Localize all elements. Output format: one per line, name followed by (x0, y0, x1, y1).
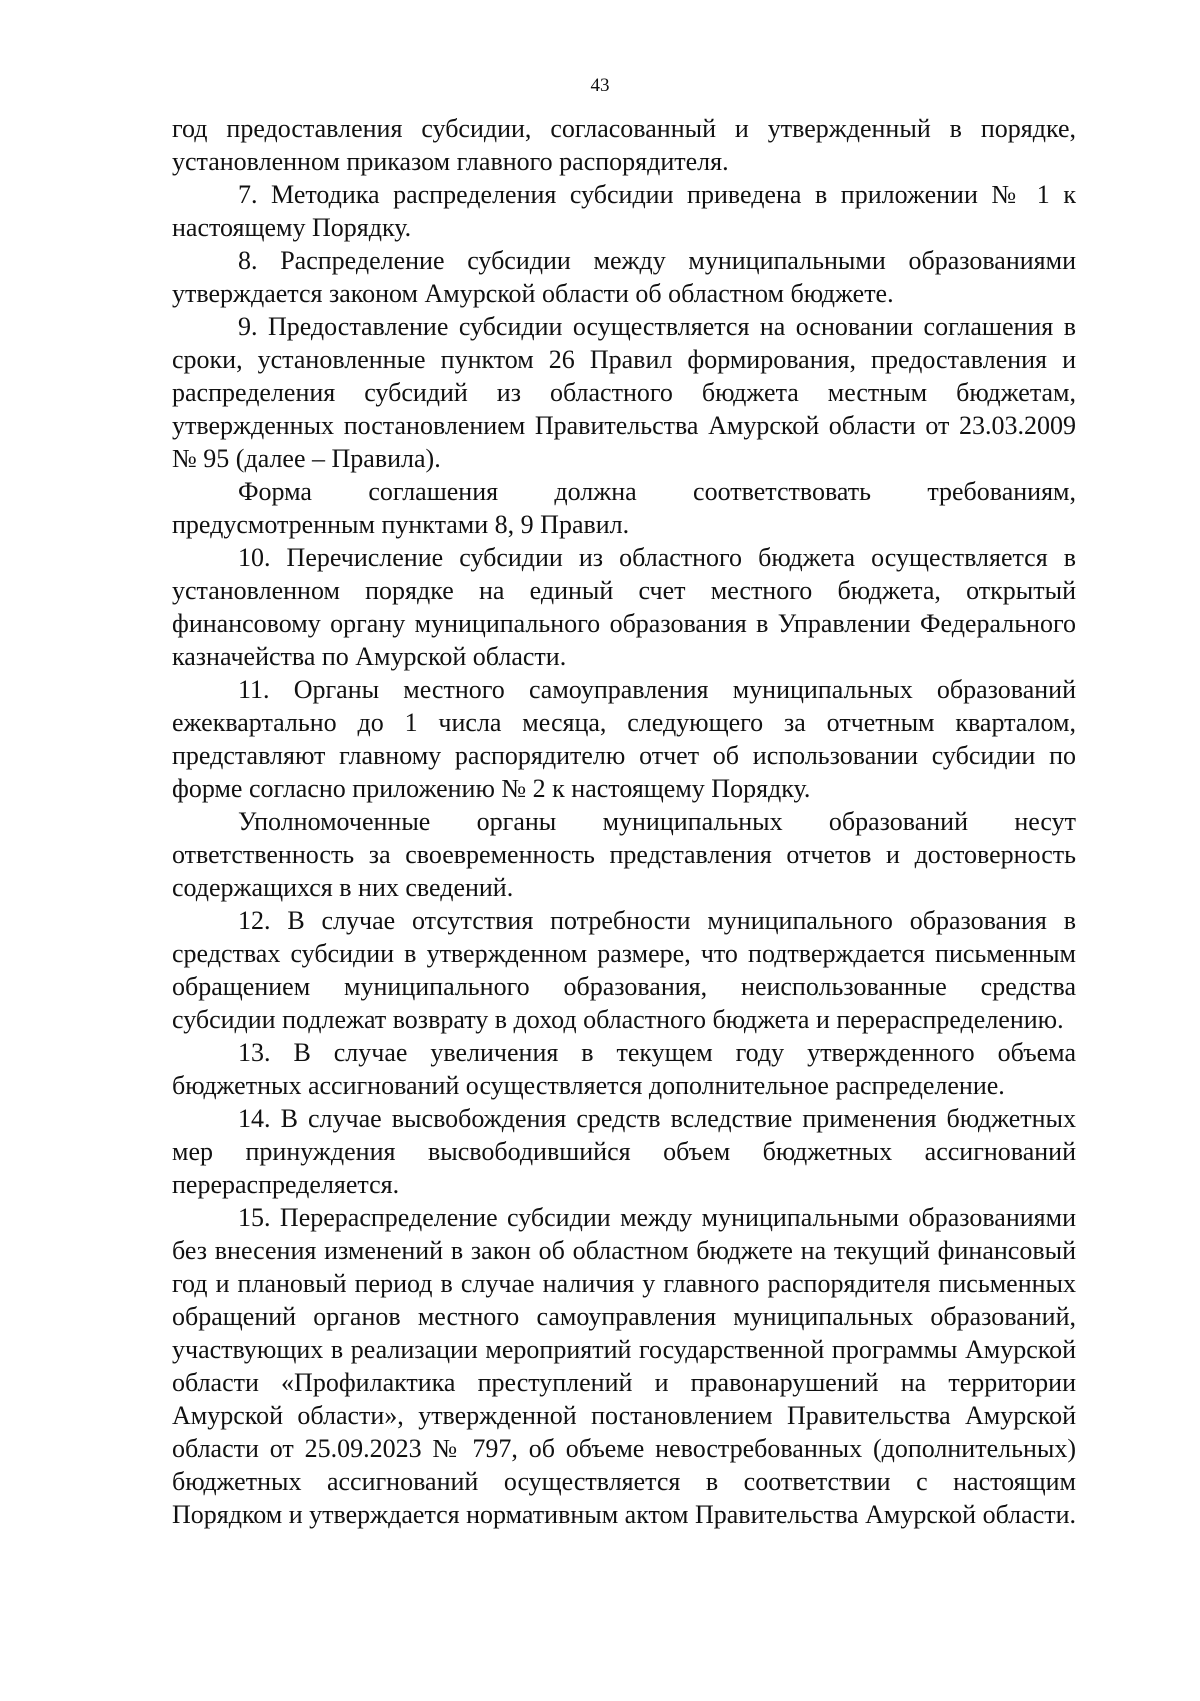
paragraph-item-12: 12. В случае отсутствия потребности муниципального образования в средствах субсидии в утвержденном размере, что подтверждается письменным обращением муниципального образования, неиспользованные средства субсидии подлежат возврату в доход областного бюджета и перераспределению. (172, 906, 1076, 1034)
paragraph-item-8: 8. Распределение субсидии между муниципальными образованиями утверждается законом Амурской области об областном бюджете. (172, 246, 1076, 308)
paragraph-item-10: 10. Перечисление субсидии из областного бюджета осуществляется в установленном порядке на единый счет местного бюджета, открытый финансовому органу муниципального образования в Управлении Федерального казначейства по Амурской области. (172, 543, 1076, 671)
paragraph-item-15: 15. Перераспределение субсидии между муниципальными образованиями без внесения изменений в закон об областном бюджете на текущий финансовый год и плановый период в случае наличия у главного распорядителя письменных обращений органов местного самоуправления муниципальных образований, участвующих в реализации мероприятий государственной программы Амурской области «Профилактика преступлений и правонарушений на территории Амурской области», утвержденной постановлением Правительства Амурской области от 25.09.2023 № 797, об объеме невостребованных (дополнительных) бюджетных ассигнований осуществляется в соответствии с настоящим Порядком и утверждается нормативным актом Правительства Амурской области. (172, 1203, 1077, 1529)
paragraph-item-7: 7. Методика распределения субсидии приведена в приложении № 1 к настоящему Порядку. (172, 180, 1076, 242)
paragraph-continuation: год предоставления субсидии, согласованный и утвержденный в порядке, установленном приказом главного распорядителя. (172, 114, 1076, 176)
paragraph-item-11: 11. Органы местного самоуправления муниципальных образований ежеквартально до 1 числа месяца, следующего за отчетным кварталом, представляют главному распорядителю отчет об использовании субсидии по форме согласно приложению № 2 к настоящему Порядку. (172, 675, 1076, 803)
paragraph-item-9: 9. Предоставление субсидии осуществляется на основании соглашения в сроки, установленные пунктом 26 Правил формирования, предоставления и распределения субсидий из областного бюджета местным бюджетам, утвержденных постановлением Правительства Амурской области от 23.03.2009 № 95 (далее – Правила). (172, 312, 1076, 473)
paragraph-item-13: 13. В случае увеличения в текущем году утвержденного объема бюджетных ассигнований осуществляется дополнительное распределение. (172, 1038, 1076, 1100)
page-number: 43 (590, 75, 610, 96)
paragraph-agreement-form: Форма соглашения должна соответствовать требованиям, предусмотренным пунктами 8, 9 Правил. (172, 477, 1076, 539)
paragraph-item-14: 14. В случае высвобождения средств вследствие применения бюджетных мер принуждения высвободившийся объем бюджетных ассигнований перераспределяется. (172, 1104, 1076, 1199)
document-body (172, 112, 1076, 1531)
paragraph-responsibility: Уполномоченные органы муниципальных образований несут ответственность за своевременность представления отчетов и достоверность содержащихся в них сведений. (172, 807, 1076, 902)
